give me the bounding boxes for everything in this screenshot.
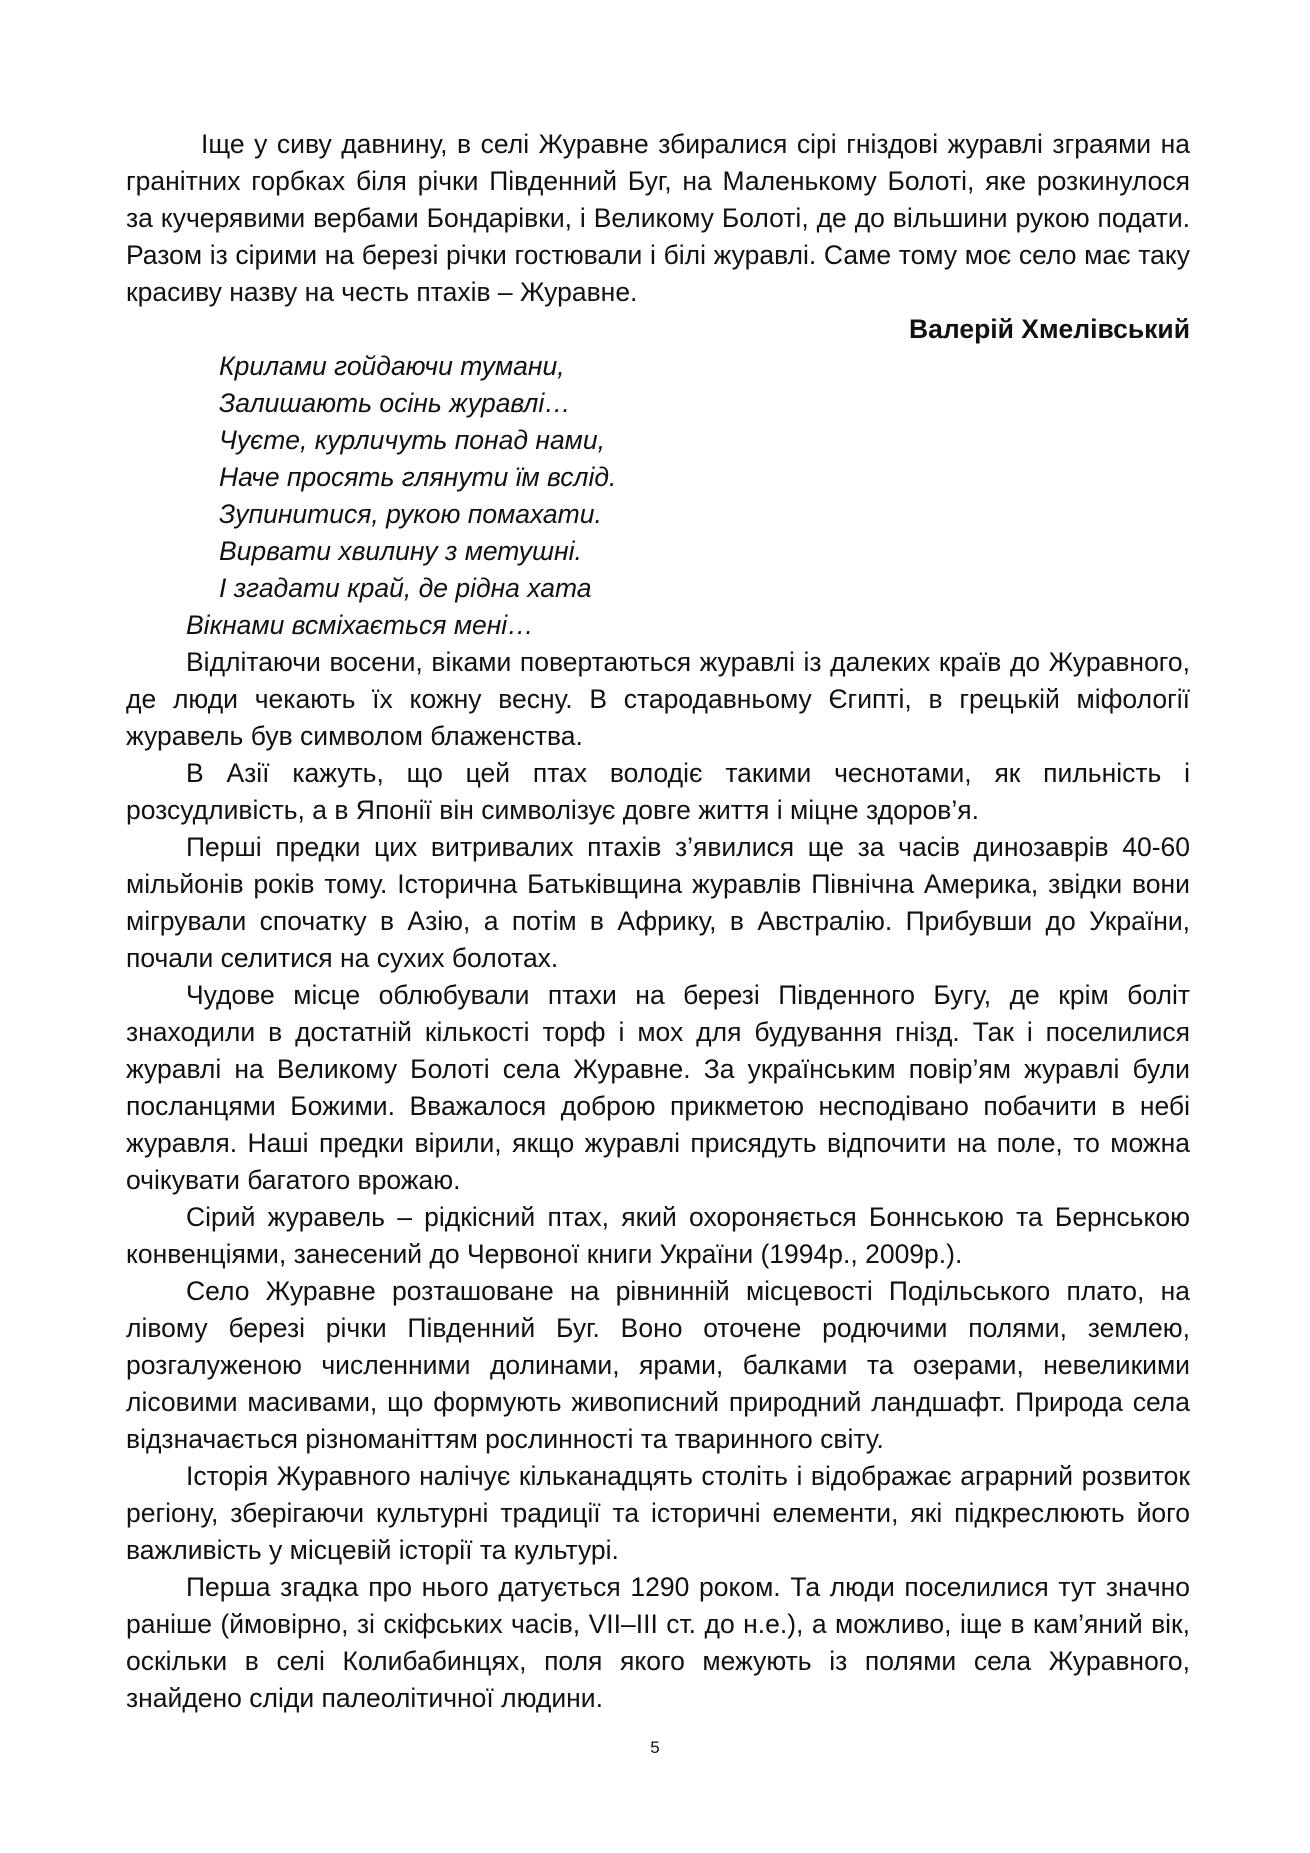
- poem-line: Залишають осінь журавлі…: [219, 388, 571, 418]
- body-paragraph: Перша згадка про нього датується 1290 роком. Та люди поселилися тут значно раніше (ймовірно, зі скіфських часів, VII–III ст. до н.е.), а можливо, іще в кам’яний вік, оскільки в селі Колибабинцях, поля якого межують із полями села Журавного, знайдено сліди палеолітичної людини.: [126, 1572, 1190, 1713]
- poem-author: Валерій Хмелівський: [908, 314, 1190, 344]
- body-paragraph: Сірий журавель – рідкісний птах, який охороняється Боннською та Бернською конвенціями, занесений до Червоної книги України (1994р., 2009р.).: [126, 1202, 1190, 1269]
- poem-line: Вікнами всміхається мені…: [186, 610, 534, 640]
- body-paragraph: Відлітаючи восени, віками повертаються журавлі із далеких країв до Журавного, де люди чекають їх кожну весну. В стародавньому Єгипті, в грецькій міфології журавель був символом блаженства.: [126, 647, 1190, 751]
- poem-line: Вирвати хвилину з метушні.: [219, 536, 582, 566]
- body-paragraph: Перші предки цих витривалих птахів з’явилися ще за часів динозаврів 40-60 мільйонів років тому. Історична Батьківщина журавлів Північна Америка, звідки вони мігрували спочатку в Азію, а потім в Африку, в Австралію. Прибувши до України, почали селитися на сухих болотах.: [126, 832, 1190, 973]
- poem-line: Крилами гойдаючи тумани,: [219, 351, 565, 381]
- poem-line: Наче просять глянути їм вслід.: [219, 462, 617, 492]
- body-paragraph: Чудове місце облюбували птахи на березі Південного Бугу, де крім боліт знаходили в достатній кількості торф і мох для будування гнізд. Так і поселилися журавлі на Великому Болоті села Журавне. За українським повір’ям журавлі були посланцями Божими. Вважалося доброю прикметою несподівано побачити в небі журавля. Наші предки вірили, якщо журавлі присядуть відпочити на поле, то можна очікувати багатого врожаю.: [126, 980, 1190, 1195]
- poem-line: І згадати край, де рідна хата: [219, 573, 592, 603]
- intro-paragraph: Іще у сиву давнину, в селі Журавне збиралися сірі гніздові журавлі зграями на гранітних горбках біля річки Південний Буг, на Маленькому Болоті, яке розкинулося за кучерявими вербами Бондарівки, і Великому Болоті, де до вільшини рукою подати. Разом із сірими на березі річки гостювали і білі журавлі. Саме тому моє село має таку красиву назву на честь птахів – Журавне.: [126, 129, 1190, 307]
- body-paragraph: Село Журавне розташоване на рівнинній місцевості Подільського плато, на лівому березі річки Південний Буг. Воно оточене родючими полями, землею, розгалуженою численними долинами, ярами, балками та озерами, невеликими лісовими масивами, що формують живописний природний ландшафт. Природа села відзначається різноманіттям рослинності та тваринного світу.: [126, 1276, 1190, 1454]
- poem-line: Зупинитися, рукою помахати.: [219, 499, 602, 529]
- body-paragraph: Історія Журавного налічує кільканадцять століть і відображає аграрний розвиток регіону, зберігаючи культурні традиції та історичні елементи, які підкреслюють його важливість у місцевій історії та культурі.: [126, 1461, 1190, 1565]
- page-number: 5: [650, 1738, 660, 1757]
- poem-line: Чуєте, курличуть понад нами,: [219, 425, 605, 455]
- poem: [126, 348, 1190, 644]
- document-page: [126, 126, 1190, 1717]
- body-paragraph: В Азії кажуть, що цей птах володіє такими чеснотами, як пильність і розсудливість, а в Японії він символізує довге життя і міцне здоров’я.: [126, 758, 1190, 825]
